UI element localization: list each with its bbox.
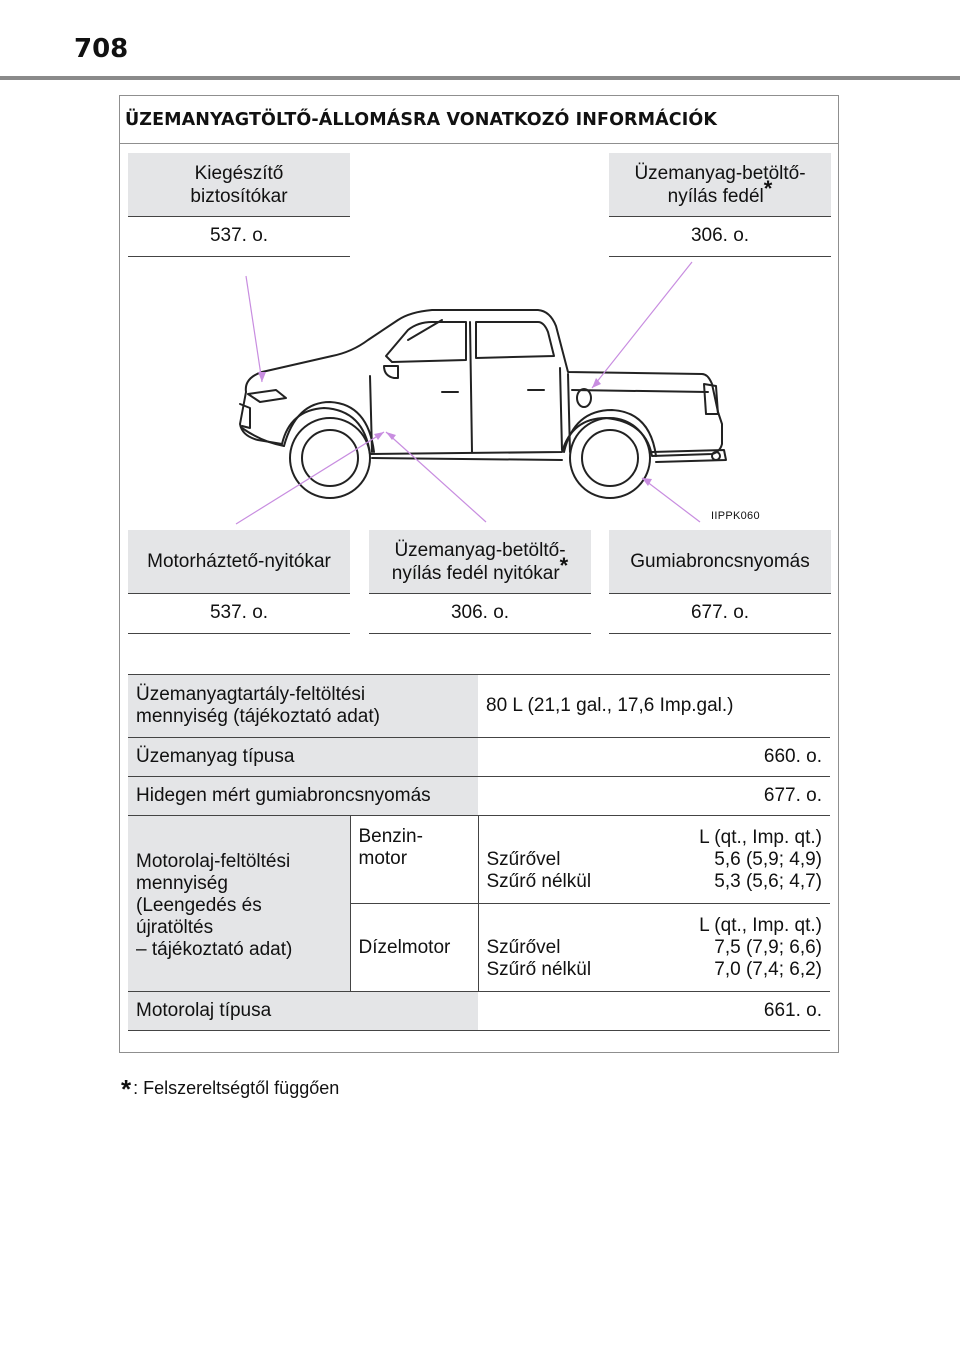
oil-type-label: Motorolaj típusa [128, 992, 478, 1031]
table-row [128, 992, 830, 1031]
callout-label-hood-lever: Motorháztető-nyitókar [128, 530, 350, 594]
callout-page-auxiliary-catch: 537. o. [128, 217, 350, 257]
diesel-engine-label: Dízelmotor [350, 904, 478, 992]
tire-pressure-value: 677. o. [478, 777, 830, 816]
fuel-capacity-label: Üzemanyagtartály-feltöltési mennyiség (tájékoztató adat) [128, 675, 478, 738]
callout-page-fuel-door-opener: 306. o. [369, 594, 591, 634]
callout-label-fuel-door: Üzemanyag-betöltő- nyílás fedél* [609, 153, 831, 217]
table-row [128, 738, 830, 777]
table-row [128, 816, 830, 904]
footnote [121, 1074, 339, 1105]
oil-capacity-label: Motorolaj-feltöltési mennyiség (Leengedés és újratöltés – tájékoztató adat) [128, 816, 350, 992]
callout-page-tire-pressure: 677. o. [609, 594, 831, 634]
petrol-engine-label: Benzin- motor [350, 816, 478, 904]
unit-label: L (qt., Imp. qt.) [699, 914, 822, 936]
star-mark: * [559, 553, 569, 579]
fuel-type-label: Üzemanyag típusa [128, 738, 478, 777]
page-number: 708 [74, 34, 129, 64]
tire-pressure-label: Hidegen mért gumiabroncsnyomás [128, 777, 478, 816]
callout-page-hood-lever: 537. o. [128, 594, 350, 634]
section-title: ÜZEMANYAGTÖLTŐ-ÁLLOMÁSRA VONATKOZÓ INFORMÁCIÓK [120, 96, 838, 144]
fuel-capacity-value: 80 L (21,1 gal., 17,6 Imp.gal.) [478, 675, 830, 738]
fuel-type-value: 660. o. [478, 738, 830, 777]
callout-label-tire-pressure: Gumiabroncsnyomás [609, 530, 831, 594]
star-mark: * [763, 176, 773, 202]
image-code: IIPPK060 [711, 510, 760, 522]
callout-label-auxiliary-catch: Kiegészítő biztosítókar [128, 153, 350, 217]
unit-label: L (qt., Imp. qt.) [699, 826, 822, 848]
callout-page-fuel-door: 306. o. [609, 217, 831, 257]
oil-type-value: 661. o. [478, 992, 830, 1031]
fuel-info-table [128, 674, 830, 1031]
diesel-oil-values: L (qt., Imp. qt.) Szűrővel 7,5 (7,9; 6,6) Szűrő nélkül 7,0 (7,4; 6,2) [478, 904, 830, 992]
table-row [128, 675, 830, 738]
petrol-oil-values: L (qt., Imp. qt.) Szűrővel 5,6 (5,9; 4,9) Szűrő nélkül 5,3 (5,6; 4,7) [478, 816, 830, 904]
callout-label-fuel-door-opener: Üzemanyag-betöltő- nyílás fedél nyitókar* [369, 530, 591, 594]
star-mark: * [121, 1074, 132, 1104]
table-row [128, 777, 830, 816]
footnote-text: : Felszereltségtől függően [133, 1078, 340, 1098]
